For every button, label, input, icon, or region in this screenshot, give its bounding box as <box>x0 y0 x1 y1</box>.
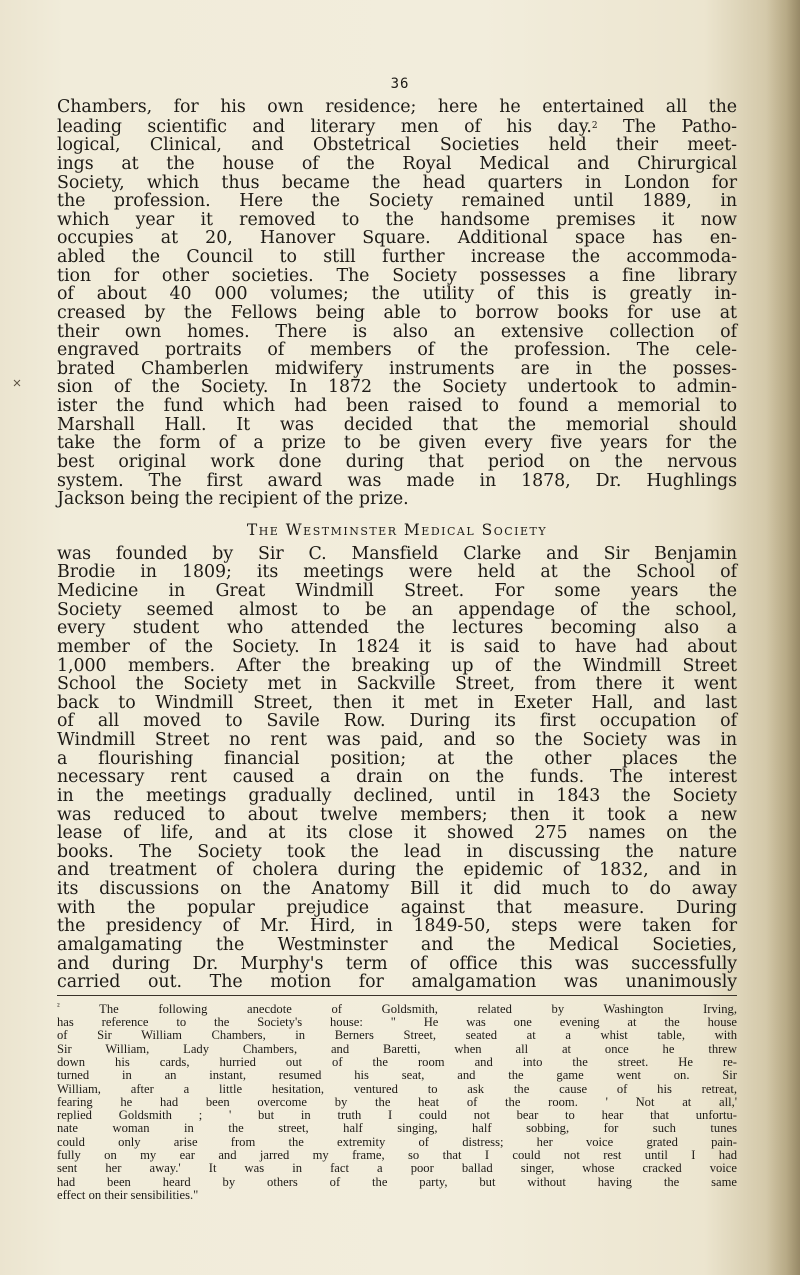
text-line: brated Chamberlen midwifery instruments are in the posses- <box>57 358 737 379</box>
text-line: and during Dr. Murphy's term of office this was successfully <box>57 953 737 974</box>
text-line: a flourishing financial position; at the other places the <box>57 748 737 769</box>
footnote-line: had been heard by others of the party, but without having the same <box>57 1174 737 1189</box>
section-heading: The Westminster Medical Society <box>246 520 548 539</box>
text-line: Medicine in Great Windmill Street. For some years the <box>57 581 737 601</box>
text-line: Windmill Street no rent was paid, and so the Society was in <box>57 730 737 750</box>
page-number: 36 <box>390 76 410 92</box>
footnote-line: William, after a little hesitation, ventured to ask the cause of his retreat, <box>57 1081 737 1096</box>
footnote-line: down his cards, hurried out of the room and into the street. He re- <box>57 1054 737 1069</box>
paragraph-westminster-society <box>57 545 737 992</box>
text-line: 1,000 members. After the breaking up of the Windmill Street <box>57 655 737 676</box>
footnote <box>57 1000 737 1202</box>
footnote-line: sent her away.' It was in fact a poor ballad singer, whose cracked voice <box>57 1161 737 1176</box>
text-line: engraved portraits of members of the profession. The cele- <box>57 340 737 361</box>
text-line: Society, which thus became the head quarters in London for <box>57 172 737 193</box>
paragraph-royal-society <box>57 98 737 509</box>
text-line: take the form of a prize to be given every five years for the <box>57 433 737 454</box>
text-line: of about 40 000 volumes; the utility of this is greatly in- <box>57 284 737 305</box>
footnote-line: has reference to the Society's house: " He was one evening at the house <box>57 1015 737 1030</box>
text-line: occupies at 20, Hanover Square. Additional space has en- <box>57 228 737 249</box>
text-line: lease of life, and at its close it showed 275 names on the <box>57 823 737 844</box>
text-line: and treatment of cholera during the epidemic of 1832, and in <box>57 860 737 881</box>
text-line: was reduced to about twelve members; then it took a new <box>57 804 737 825</box>
text-line: carried out. The motion for amalgamation was unanimously <box>57 972 737 993</box>
text-line: its discussions on the Anatomy Bill it did much to do away <box>57 879 737 899</box>
text-line: system. The first award was made in 1878, Dr. Hughlings <box>57 470 737 491</box>
margin-marks <box>12 220 22 1020</box>
text-line: leading scientific and literary men of his day.$^2$ The Patho- <box>57 116 737 137</box>
footnote-line: could only arise from the extremity of distress; her voice grated pain- <box>57 1134 737 1149</box>
text-line: with the popular prejudice against that measure. During <box>57 897 737 918</box>
footnote-rule <box>57 995 737 996</box>
text-line: was founded by Sir C. Mansfield Clarke and Sir Benjamin <box>57 543 737 564</box>
footnote-line: of Sir William Chambers, in Berners Street, seated at a whist table, with <box>57 1028 737 1043</box>
text-line: of all moved to Savile Row. During its first occupation of <box>57 711 737 732</box>
footnote-line: fearing he had been overcome by the heat of the room. ' Not at all,' <box>57 1094 737 1109</box>
text-line: Jackson being the recipient of the prize. <box>57 489 409 510</box>
text-line: Society seemed almost to be an appendage of the school, <box>57 599 737 620</box>
text-column <box>57 98 737 1202</box>
text-line: which year it removed to the handsome premises it now <box>57 209 737 230</box>
text-line: tion for other societies. The Society possesses a fine library <box>57 265 737 286</box>
text-line: the presidency of Mr. Hird, in 1849-50, steps were taken for <box>57 916 737 937</box>
text-line: member of the Society. In 1824 it is said to have had about <box>57 636 737 657</box>
text-line: amalgamating the Westminster and the Medical Societies, <box>57 934 737 955</box>
text-line: books. The Society took the lead in discussing the nature <box>57 841 737 862</box>
page-edge-shadow <box>766 0 800 1275</box>
text-line: ister the fund which had been raised to found a memorial to <box>57 396 737 416</box>
text-line: in the meetings gradually declined, until in 1843 the Society <box>57 785 737 806</box>
text-line: School the Society met in Sackville Street, from there it went <box>57 674 737 695</box>
footnote-marker: 2 <box>591 120 598 131</box>
footnote-line: fully on my ear and jarred my frame, so that I could not rest until I had <box>57 1148 737 1163</box>
text-line: sion of the Society. In 1872 the Society undertook to admin- <box>57 377 737 398</box>
text-line: Brodie in 1809; its meetings were held at the School of <box>57 562 737 583</box>
text-line: their own homes. There is also an extensive collection of <box>57 321 737 342</box>
text-line: necessary rent caused a drain on the funds. The interest <box>57 767 737 788</box>
text-line: Marshall Hall. It was decided that the memorial should <box>57 414 737 435</box>
text-line: Chambers, for his own residence; here he entertained all the <box>57 97 737 117</box>
text-line: back to Windmill Street, then it met in Exeter Hall, and last <box>57 692 737 713</box>
text-line: creased by the Fellows being able to borrow books for use at <box>57 302 737 323</box>
text-line: abled the Council to still further increase the accommoda- <box>57 247 737 267</box>
text-line: the profession. Here the Society remained until 1889, in <box>57 191 737 212</box>
text-line: logical, Clinical, and Obstetrical Societies held their meet- <box>57 135 737 156</box>
footnote-line: Sir William, Lady Chambers, and Baretti, when all at once he threw <box>57 1041 737 1056</box>
footnote-line: nate woman in the street, half singing, half sobbing, for such tunes <box>57 1121 737 1136</box>
footnote-line: $^{^2}$ The following anecdote of Goldsmith, related by Washington Irving, <box>57 1000 738 1016</box>
footnote-line: effect on their sensibilities." <box>57 1187 199 1202</box>
footnote-marker: ² <box>57 1000 60 1011</box>
footnote-line: replied Goldsmith ; ' but in truth I could not bear to hear that unfortu- <box>57 1108 737 1123</box>
text-line: every student who attended the lectures becoming also a <box>57 618 737 639</box>
footnote-line: turned in an instant, resumed his seat, and the game went on. Sir <box>57 1068 737 1083</box>
text-line: ings at the house of the Royal Medical and Chirurgical <box>57 153 737 174</box>
text-line: best original work done during that period on the nervous <box>57 451 737 472</box>
